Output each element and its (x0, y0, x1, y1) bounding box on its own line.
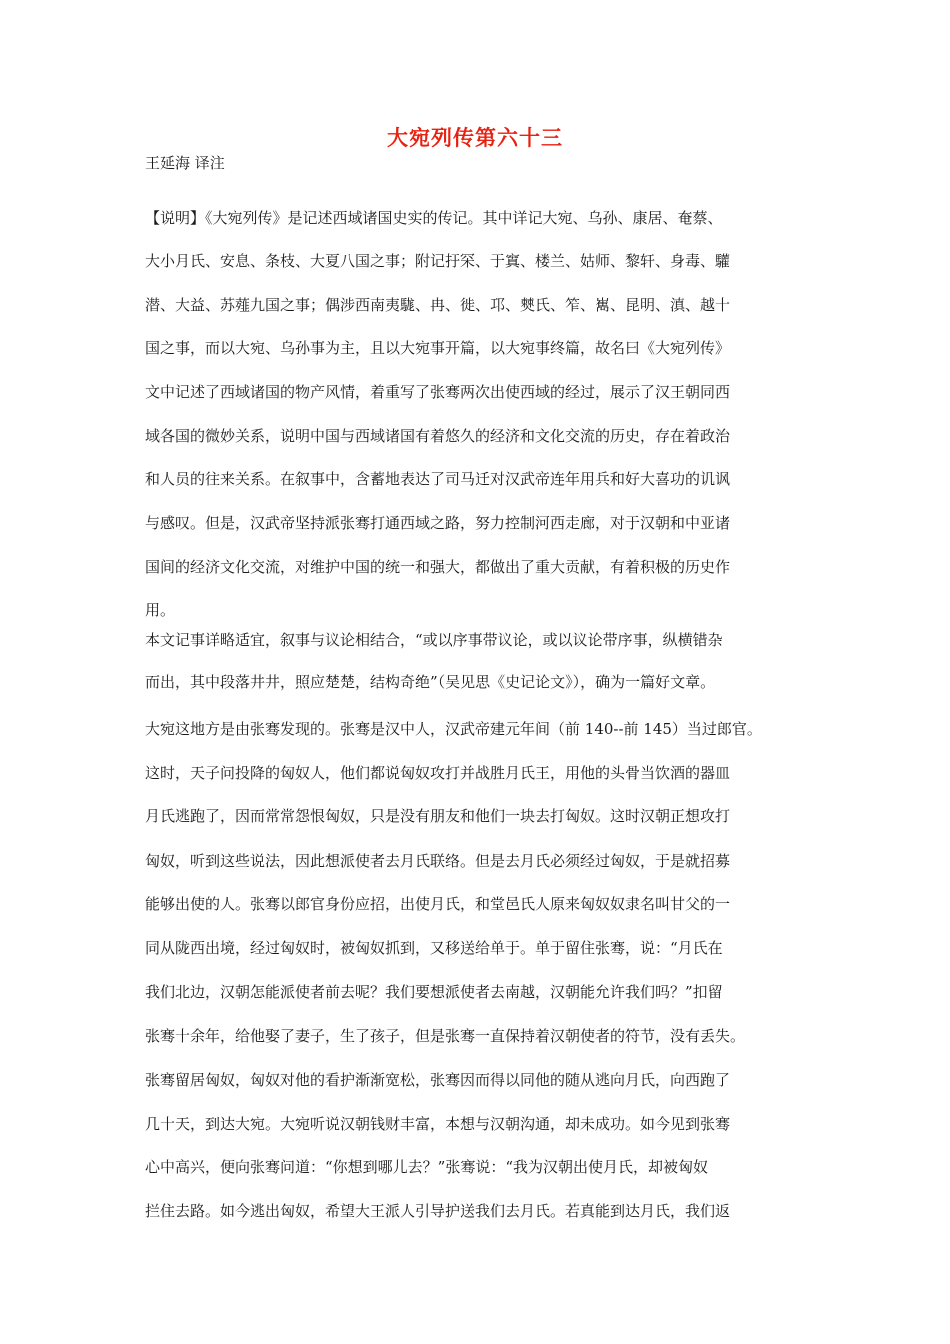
text-line: 大小月氏、安息、条枝、大夏八国之事；附记扜罙、于窴、楼兰、姑师、黎轩、身毒、驩 (145, 252, 731, 270)
text-line: 匈奴，听到这些说法，因此想派使者去月氏联络。但是去月氏必须经过匈奴，于是就招募 (145, 852, 731, 870)
text-line: 张骞十余年，给他娶了妻子，生了孩子，但是张骞一直保持着汉朝使者的符节，没有丢失。 (145, 1027, 746, 1045)
text-line: 同从陇西出境，经过匈奴时，被匈奴抓到，又移送给单于。单于留住张骞，说：“月氏在 (145, 939, 723, 957)
text-line: 而出，其中段落井井，照应楚楚，结构奇绝”（吴见思《史记论文》），确为一篇好文章。 (145, 673, 716, 691)
document-title: 大宛列传第六十三 (387, 126, 563, 150)
text-line: 几十天，到达大宛。大宛听说汉朝钱财丰富，本想与汉朝沟通，却未成功。如今见到张骞 (145, 1115, 731, 1133)
text-line: 这时，天子问投降的匈奴人，他们都说匈奴攻打并战胜月氏王，用他的头骨当饮酒的器皿 (145, 764, 731, 782)
text-line: 张骞留居匈奴，匈奴对他的看护渐渐宽松，张骞因而得以同他的随从逃向月氏，向西跑了 (145, 1071, 731, 1089)
text-line: 国之事，而以大宛、乌孙事为主，且以大宛事开篇，以大宛事终篇，故名曰《大宛列传》 (145, 339, 731, 357)
text-line: 与感叹。但是，汉武帝坚持派张骞打通西域之路，努力控制河西走廊，对于汉朝和中亚诸 (145, 514, 731, 532)
author-line: 王延海 译注 (145, 154, 225, 172)
text-line: 大宛这地方是由张骞发现的。张骞是汉中人，汉武帝建元年间（前 140--前 145）当过郎官。 (145, 720, 762, 738)
text-line: 文中记述了西域诸国的物产风情，着重写了张骞两次出使西域的经过，展示了汉王朝同西 (145, 383, 731, 401)
text-line: 能够出使的人。张骞以郎官身份应招，出使月氏，和堂邑氏人原来匈奴奴隶名叫甘父的一 (145, 895, 731, 913)
text-line: 和人员的往来关系。在叙事中，含蓄地表达了司马迁对汉武帝连年用兵和好大喜功的讥讽 (145, 470, 731, 488)
text-line: 域各国的微妙关系，说明中国与西域诸国有着悠久的经济和文化交流的历史，存在着政治 (145, 427, 731, 445)
text-line: 拦住去路。如今逃出匈奴，希望大王派人引导护送我们去月氏。若真能到达月氏，我们返 (145, 1202, 731, 1220)
text-line: 【说明】《大宛列传》是记述西域诸国史实的传记。其中详记大宛、乌孙、康居、奄蔡、 (145, 209, 723, 227)
text-line: 潜、大益、苏薤九国之事；偶涉西南夷駹、冉、徙、邛、僰氏、笮、嶲、昆明、滇、越十 (145, 296, 731, 314)
text-line: 用。 (145, 601, 176, 619)
text-line: 心中高兴，便向张骞问道：“你想到哪儿去？”张骞说：“我为汉朝出使月氏，却被匈奴 (145, 1158, 709, 1176)
text-line: 本文记事详略适宜，叙事与议论相结合，“或以序事带议论，或以议论带序事，纵横错杂 (145, 631, 723, 649)
text-line: 国间的经济文化交流，对维护中国的统一和强大，都做出了重大贡献，有着积极的历史作 (145, 558, 731, 576)
text-line: 月氏逃跑了，因而常常怨恨匈奴，只是没有朋友和他们一块去打匈奴。这时汉朝正想攻打 (145, 807, 731, 825)
text-line: 我们北边，汉朝怎能派使者前去呢？我们要想派使者去南越，汉朝能允许我们吗？”扣留 (145, 983, 723, 1001)
